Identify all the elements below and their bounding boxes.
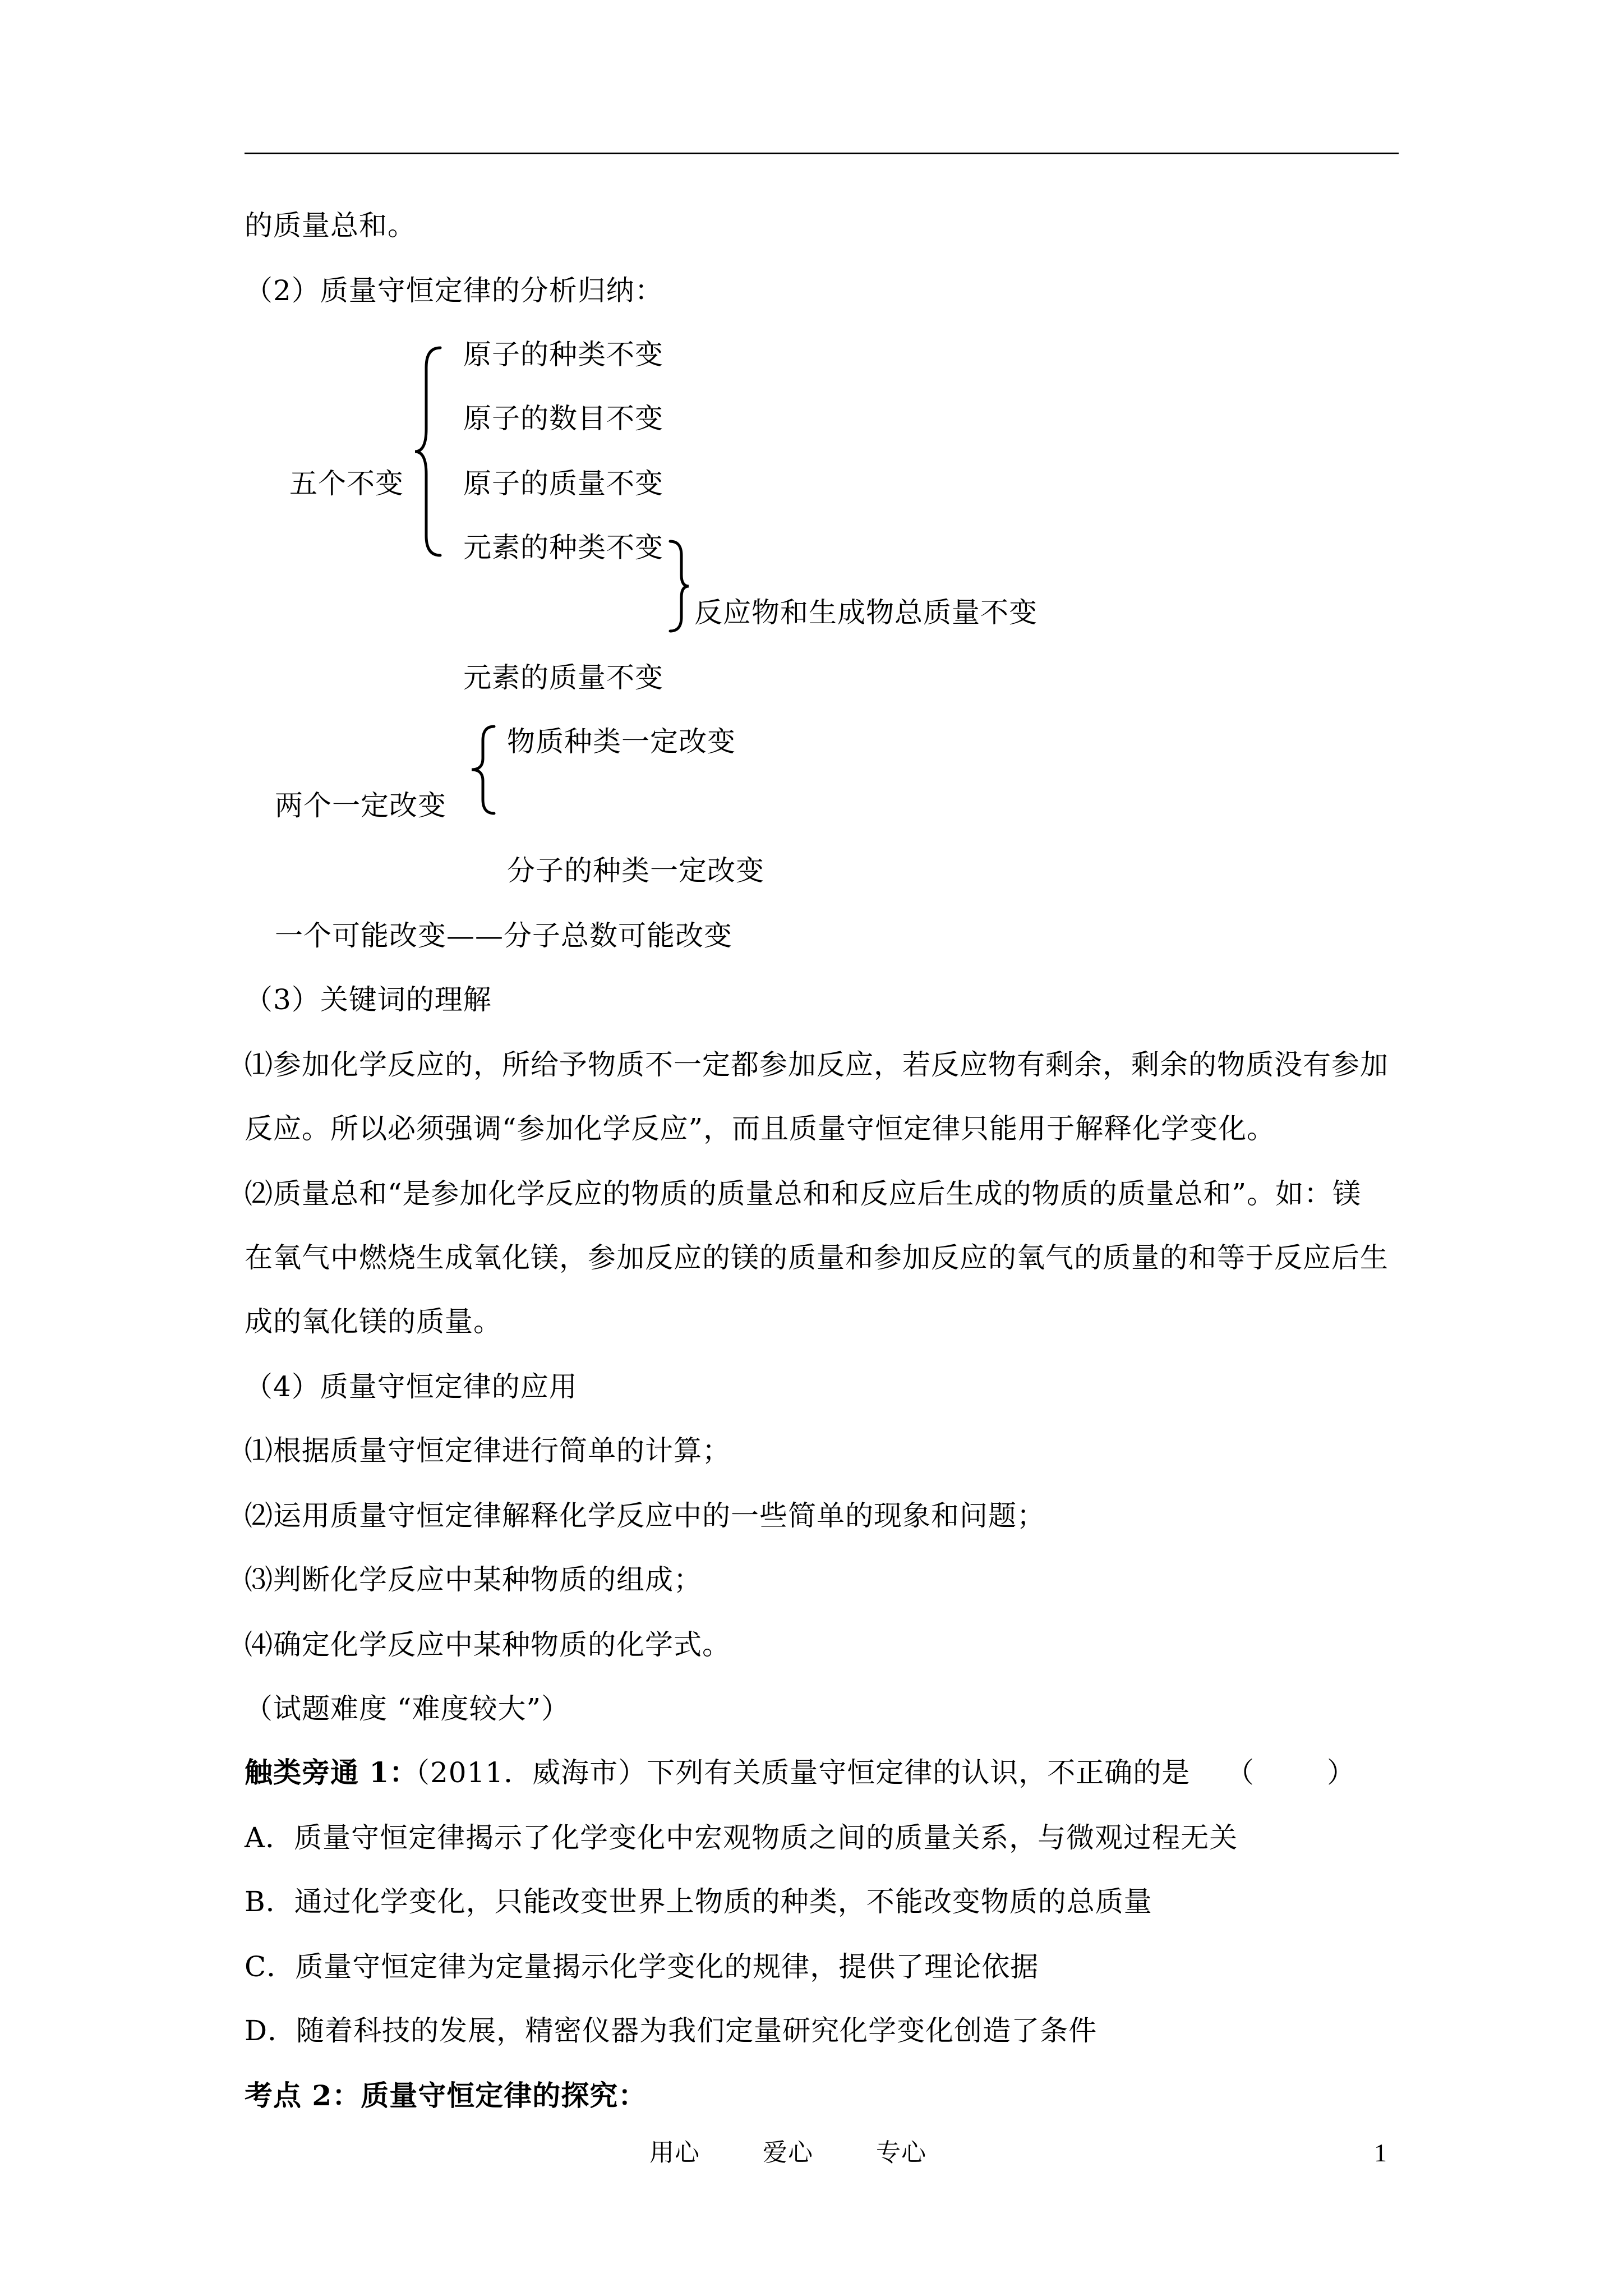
s4-item-3: ⑶判断化学反应中某种物质的组成； [245, 1563, 702, 1596]
s3-p2-line3: 成的氧化镁的质量。 [245, 1305, 502, 1338]
q1-text: （2011．威海市）下列有关质量守恒定律的认识，不正确的是 [402, 1756, 1191, 1789]
section-2-heading: （2）质量守恒定律的分析归纳： [245, 274, 663, 307]
key-point-2-heading: 考点 2：质量守恒定律的探究： [245, 2079, 647, 2112]
q1-paren-close: ） [1327, 1756, 1355, 1789]
two-changed-item-2: 分子的种类一定改变 [507, 854, 764, 887]
right-brace-icon [667, 539, 690, 634]
difficulty-note: （试题难度 “难度较大”） [245, 1692, 570, 1725]
two-changed-item-1: 物质种类一定改变 [507, 725, 736, 758]
five-item-1: 原子的种类不变 [463, 338, 663, 371]
s3-p1-line2: 反应。所以必须强调“参加化学反应”，而且质量守恒定律只能用于解释化学变化。 [245, 1112, 1276, 1145]
page-number: 1 [1374, 2138, 1387, 2167]
element-mass-unchanged: 元素的质量不变 [463, 661, 663, 694]
footer-word-1: 用心 [649, 2138, 700, 2167]
s4-item-2: ⑵运用质量守恒定律解释化学反应中的一些简单的现象和问题； [245, 1499, 1045, 1532]
left-brace-icon-2 [469, 724, 497, 819]
footer-word-3: 专心 [876, 2138, 926, 2167]
option-b: B．通过化学变化，只能改变世界上物质的种类，不能改变物质的总质量 [245, 1885, 1152, 1918]
s4-item-4: ⑷确定化学反应中某种物质的化学式。 [245, 1628, 731, 1661]
total-mass-unchanged: 反应物和生成物总质量不变 [694, 596, 1038, 629]
left-brace-icon [415, 345, 449, 558]
q1-label: 触类旁通 1： [245, 1756, 418, 1789]
paragraph-continuation: 的质量总和。 [245, 209, 416, 242]
five-item-3: 原子的质量不变 [463, 467, 663, 500]
s3-p2-line2: 在氧气中燃烧生成氧化镁，参加反应的镁的质量和参加反应的氧气的质量的和等于反应后生 [245, 1241, 1389, 1274]
footer-word-2: 爱心 [763, 2138, 813, 2167]
five-item-2: 原子的数目不变 [463, 402, 663, 435]
s4-item-1: ⑴根据质量守恒定律进行简单的计算； [245, 1434, 731, 1467]
section-4-heading: （4）质量守恒定律的应用 [245, 1370, 578, 1403]
option-a: A．质量守恒定律揭示了化学变化中宏观物质之间的质量关系，与微观过程无关 [245, 1821, 1238, 1854]
s3-p1-line1: ⑴参加化学反应的，所给予物质不一定都参加反应，若反应物有剩余，剩余的物质没有参加 [245, 1048, 1389, 1081]
two-changed-label: 两个一定改变 [275, 789, 446, 822]
section-3-heading: （3）关键词的理解 [245, 983, 492, 1016]
s3-p2-line1: ⑵质量总和“是参加化学反应的物质的质量总和和反应后生成的物质的质量总和”。如：镁 [245, 1177, 1362, 1210]
option-d: D．随着科技的发展，精密仪器为我们定量研究化学变化创造了条件 [245, 2014, 1098, 2047]
option-c: C．质量守恒定律为定量揭示化学变化的规律，提供了理论依据 [245, 1950, 1039, 1983]
header-rule [245, 153, 1399, 154]
five-item-4: 元素的种类不变 [463, 531, 663, 564]
five-unchanged-label: 五个不变 [289, 467, 404, 500]
q1-paren-open: （ [1226, 1756, 1255, 1789]
one-possible-change: 一个可能改变——分子总数可能改变 [275, 919, 732, 952]
